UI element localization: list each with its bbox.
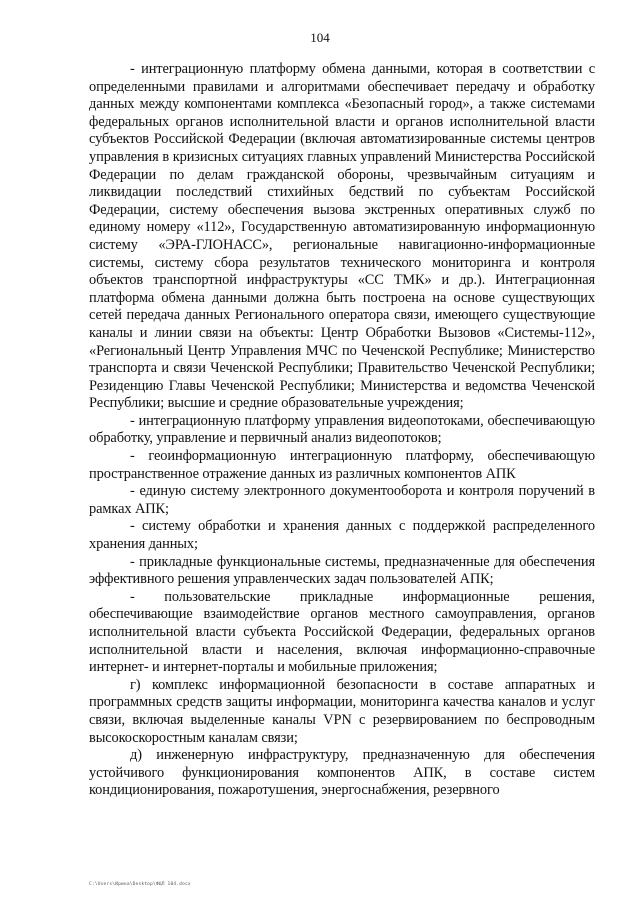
body-text: [89, 61, 595, 800]
page-number: 104: [310, 30, 330, 45]
paragraph-integration-platform: - интеграционную платформу обмена данными, которая в соответствии с определенными правилами и алгоритмами обеспечивает передачу и обработку данных между компонентами комплекса «Безопасный город», а также системами федеральных органов исполнительной власти и органов исполнительной власти субъектов Российской Федерации (включая автоматизированные системы центров управления в кризисных ситуациях главных управлений Министерства Российской Федерации по делам гражданской обороны, чрезвычайным ситуациям и ликвидации последствий стихийных бедствий по субъектам Российской Федерации, систему обеспечения вызова экстренных оперативных служб по единому номеру «112», Государственную автоматизированную информационную систему «ЭРА-ГЛОНАСС», региональные навигационно-информационные системы, систему сбора результатов технического мониторинга и контроля объектов транспортной инфраструктуры «СС ТМК» и др.). Интеграционная платформа обмена данными должна быть построена на основе существующих сетей передача данных Регионального оператора связи, имеющего существующие каналы и линии связи на объекты: Центр Обработки Вызовов «Системы-112», «Региональный Центр Управления МЧС по Чеченской Республике; Министерство транспорта и связи Чеченской Республики; Правительство Чеченской Республики; Резиденцию Главы Чеченской Республики; Министерства и ведомства Чеченской Республики; высшие и средние образовательные учреждения;: [89, 61, 595, 412]
paragraph-geo-platform: - геоинформационную интеграционную платформу, обеспечивающую пространственное отражение данных из различных компонентов АПК: [89, 448, 595, 482]
paragraph-document-flow: - единую систему электронного документооборота и контроля поручений в рамках АПК;: [89, 483, 595, 517]
paragraph-engineering-infrastructure: д) инженерную инфраструктуру, предназначенную для обеспечения устойчивого функционирования компонентов АПК, в составе систем кондиционирования, пожаротушения, энергоснабжения, резервного: [89, 747, 595, 799]
footer-file-path: С:\Users\Ирина\Desktop\ФЦП 104.docx: [89, 882, 191, 887]
paragraph-data-storage: - систему обработки и хранения данных с поддержкой распределенного хранения данных;: [89, 518, 595, 553]
paragraph-applied-systems: - прикладные функциональные системы, предназначенные для обеспечения эффективного решения управленческих задач пользователей АПК;: [89, 553, 595, 588]
paragraph-security-complex: г) комплекс информационной безопасности в составе аппаратных и программных средств защиты информации, мониторинга качества каналов и услуг связи, включая выделенные каналы VPN с резервированием по беспроводным высокоскоростным каналам связи;: [89, 676, 595, 746]
paragraph-user-solutions: - пользовательские прикладные информационные решения, обеспечивающие взаимодействие органов местного самоуправления, органов исполнительной власти субъекта Российской Федерации, федеральных органов исполнительной власти и населения, включая информационно-справочные интернет- и интернет-порталы и мобильные приложения;: [89, 588, 595, 676]
paragraph-video-platform: - интеграционную платформу управления видеопотоками, обеспечивающую обработку, управление и первичный анализ видеопотоков;: [89, 412, 595, 447]
